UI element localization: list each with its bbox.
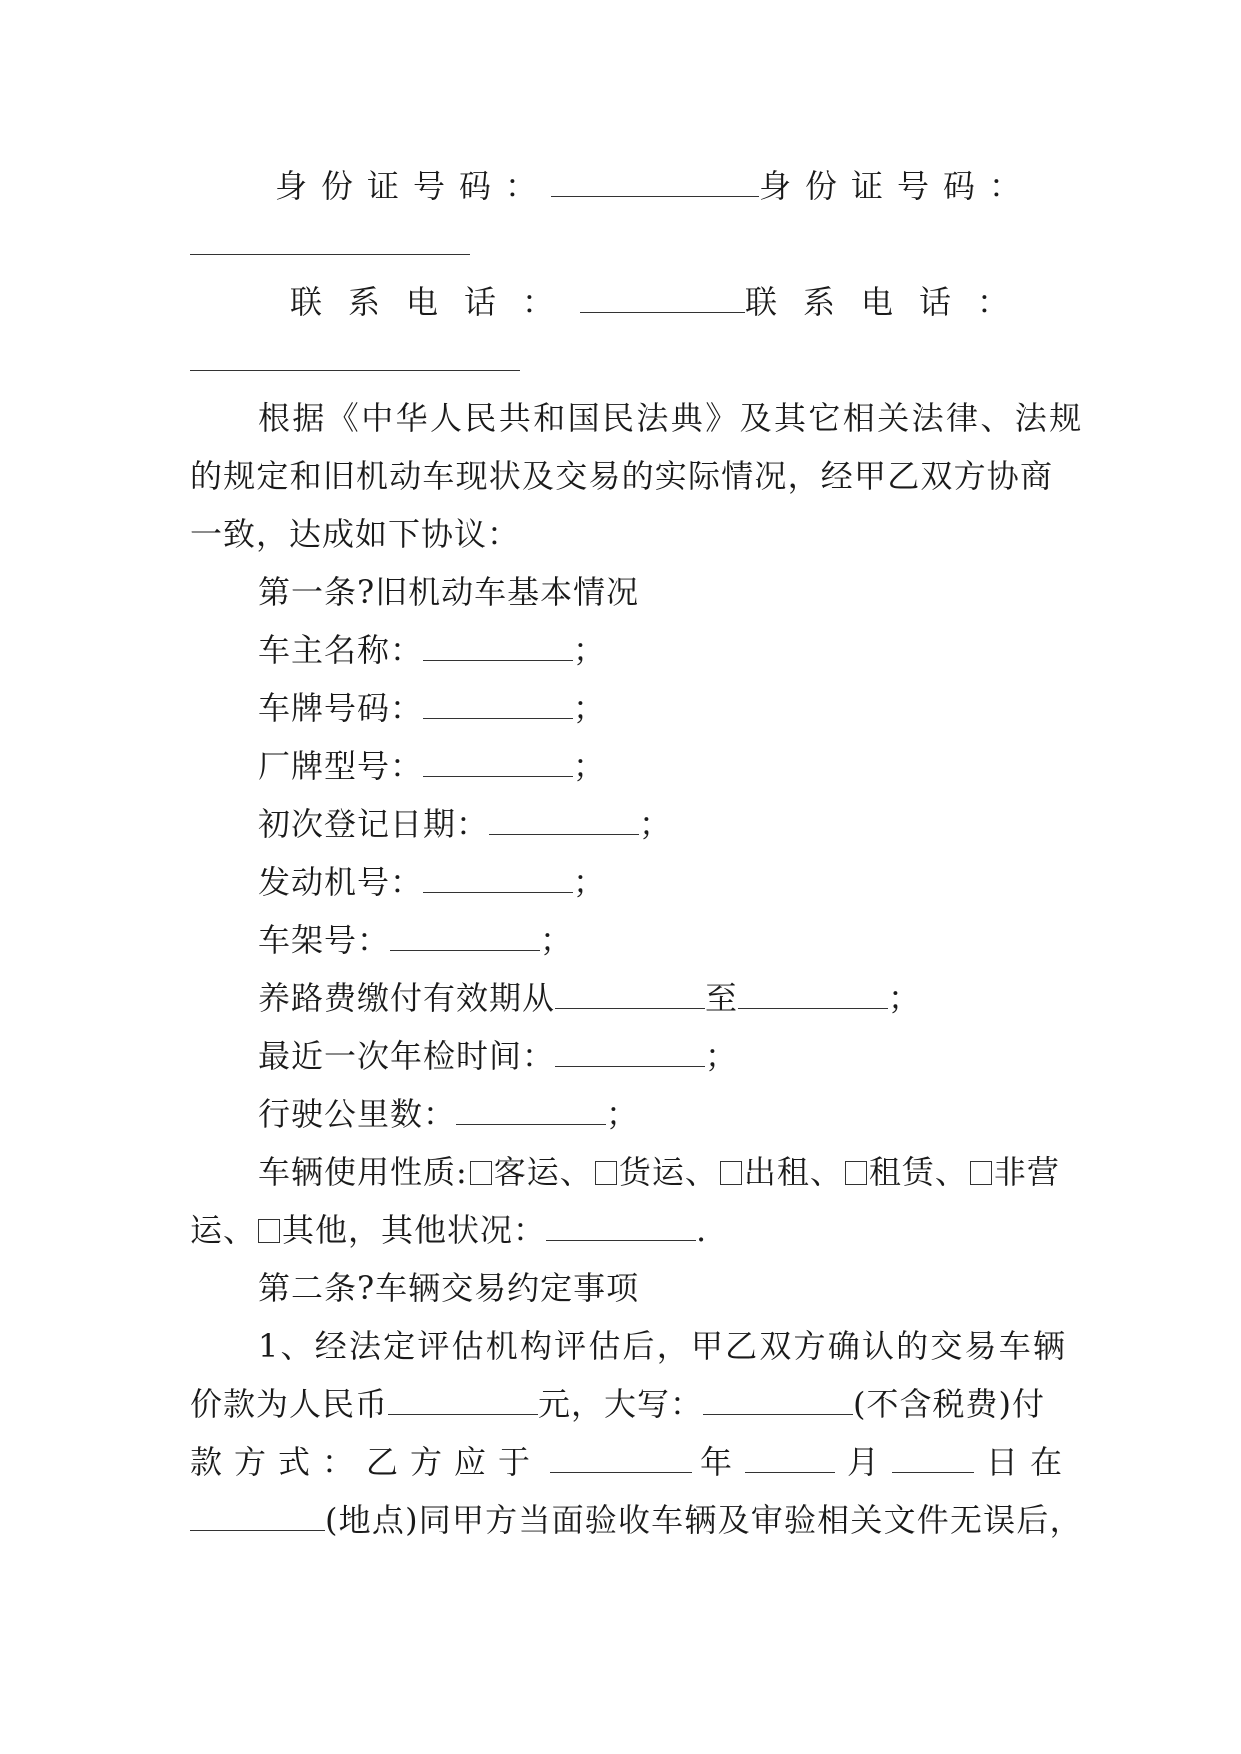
article-2-title-text: 第二条?车辆交易约定事项 <box>258 1269 640 1307</box>
semicolon: ； <box>573 747 607 785</box>
semicolon: ； <box>639 805 673 843</box>
article-1-title-text: 第一条?旧机动车基本情况 <box>258 573 640 611</box>
month-blank[interactable] <box>745 1444 835 1473</box>
model-blank[interactable] <box>423 748 573 777</box>
usage-option-non-commercial: 非营 <box>993 1153 1060 1191</box>
usage-option-lease: 租赁、 <box>868 1153 968 1191</box>
road-fee-row <box>258 978 1060 1018</box>
semicolon: ； <box>573 631 607 669</box>
other-status-blank[interactable] <box>546 1212 696 1241</box>
frame-number-blank[interactable] <box>390 922 540 951</box>
plate-number-blank[interactable] <box>423 690 573 719</box>
checkbox-passenger[interactable] <box>470 1161 492 1185</box>
usage-row <box>258 1152 1060 1192</box>
usage-row-continued <box>190 1210 1060 1250</box>
semicolon: ； <box>888 979 922 1017</box>
year-label: 年 <box>700 1443 734 1481</box>
intro-text-2: 的规定和旧机动车现状及交易的实际情况，经甲乙双方协商 <box>190 457 1054 495</box>
day-blank[interactable] <box>892 1444 974 1473</box>
usage-option-passenger: 客运、 <box>493 1153 593 1191</box>
id-blank-party-b[interactable] <box>190 254 470 255</box>
article-2-p1-line-3 <box>190 1442 1075 1482</box>
engine-number-label: 发动机号： <box>258 863 424 901</box>
period: . <box>696 1211 708 1249</box>
id-label-party-b: 身份证号码： <box>758 167 1035 205</box>
day-label: 日在 <box>986 1443 1075 1481</box>
first-registration-blank[interactable] <box>489 806 639 835</box>
plate-number-label: 车牌号码： <box>258 689 424 727</box>
id-label-party-a: 身份证号码： <box>275 167 552 205</box>
intro-line-2 <box>190 456 1060 496</box>
article-2-p1-line-1 <box>258 1326 1068 1366</box>
intro-text-1: 根据《中华人民共和国民法典》及其它相关法律、法规 <box>258 399 1084 437</box>
semicolon: ； <box>606 1095 640 1133</box>
semicolon: ； <box>573 863 607 901</box>
phone-label-party-b: 联系电话： <box>744 283 1035 321</box>
model-label: 厂牌型号： <box>258 747 424 785</box>
model-row <box>258 746 1060 786</box>
owner-name-row <box>258 630 1060 670</box>
tax-note: (不含税费)付 <box>853 1385 1046 1423</box>
usage-option-freight: 货运、 <box>618 1153 718 1191</box>
mileage-blank[interactable] <box>456 1096 606 1125</box>
id-blank-party-a[interactable] <box>551 168 759 197</box>
engine-number-row <box>258 862 1060 902</box>
road-fee-to-label: 至 <box>705 979 739 1017</box>
first-registration-row <box>258 804 1060 844</box>
road-fee-label: 养路费缴付有效期从 <box>258 979 556 1017</box>
usage-label: 车辆使用性质: <box>258 1153 468 1191</box>
intro-line-1 <box>258 398 1084 438</box>
article-2-p1-line-2 <box>190 1384 1060 1424</box>
price-label: 价款为人民币 <box>190 1385 389 1423</box>
checkbox-non-commercial[interactable] <box>970 1161 992 1185</box>
article-2-p1-line-4 <box>190 1500 1083 1540</box>
semicolon: ； <box>705 1037 739 1075</box>
checkbox-lease[interactable] <box>845 1161 867 1185</box>
price-words-label: 元，大写： <box>538 1385 704 1423</box>
usage-option-other: 其他，其他状况： <box>282 1211 547 1249</box>
article-2-text-1: 1、经法定评估机构评估后，甲乙双方确认的交易车辆 <box>258 1327 1068 1365</box>
owner-name-blank[interactable] <box>423 632 573 661</box>
article-2-title <box>258 1268 1060 1308</box>
semicolon: ； <box>540 921 574 959</box>
checkbox-other[interactable] <box>258 1219 280 1243</box>
article-2-text-4: (地点)同甲方当面验收车辆及审验相关文件无误后， <box>325 1501 1083 1539</box>
usage-option-non-commercial-cont: 运、 <box>190 1211 257 1249</box>
engine-number-blank[interactable] <box>423 864 573 893</box>
first-registration-label: 初次登记日期： <box>258 805 490 843</box>
road-fee-from-blank[interactable] <box>555 980 705 1009</box>
year-blank[interactable] <box>550 1444 692 1473</box>
frame-number-row <box>258 920 1060 960</box>
phone-blank-party-b[interactable] <box>190 370 520 371</box>
phone-blank-party-a[interactable] <box>580 284 745 313</box>
phone-label-party-a: 联系电话： <box>290 283 581 321</box>
month-label: 月 <box>847 1443 881 1481</box>
mileage-row <box>258 1094 1060 1134</box>
location-blank[interactable] <box>190 1502 325 1531</box>
price-blank[interactable] <box>388 1386 538 1415</box>
intro-text-3: 一致，达成如下协议： <box>190 515 521 553</box>
price-words-blank[interactable] <box>703 1386 853 1415</box>
inspection-label: 最近一次年检时间： <box>258 1037 556 1075</box>
checkbox-freight[interactable] <box>595 1161 617 1185</box>
mileage-label: 行驶公里数： <box>258 1095 457 1133</box>
inspection-blank[interactable] <box>555 1038 705 1067</box>
inspection-row <box>258 1036 1060 1076</box>
usage-option-taxi: 出租、 <box>743 1153 843 1191</box>
intro-line-3 <box>190 514 1060 554</box>
article-1-title <box>258 572 1060 612</box>
id-number-row <box>275 166 1035 206</box>
semicolon: ； <box>573 689 607 727</box>
plate-number-row <box>258 688 1060 728</box>
payment-method-label: 款方式：乙方应于 <box>190 1443 543 1481</box>
phone-row <box>290 282 1035 322</box>
checkbox-taxi[interactable] <box>720 1161 742 1185</box>
road-fee-to-blank[interactable] <box>738 980 888 1009</box>
owner-name-label: 车主名称： <box>258 631 424 669</box>
frame-number-label: 车架号： <box>258 921 391 959</box>
